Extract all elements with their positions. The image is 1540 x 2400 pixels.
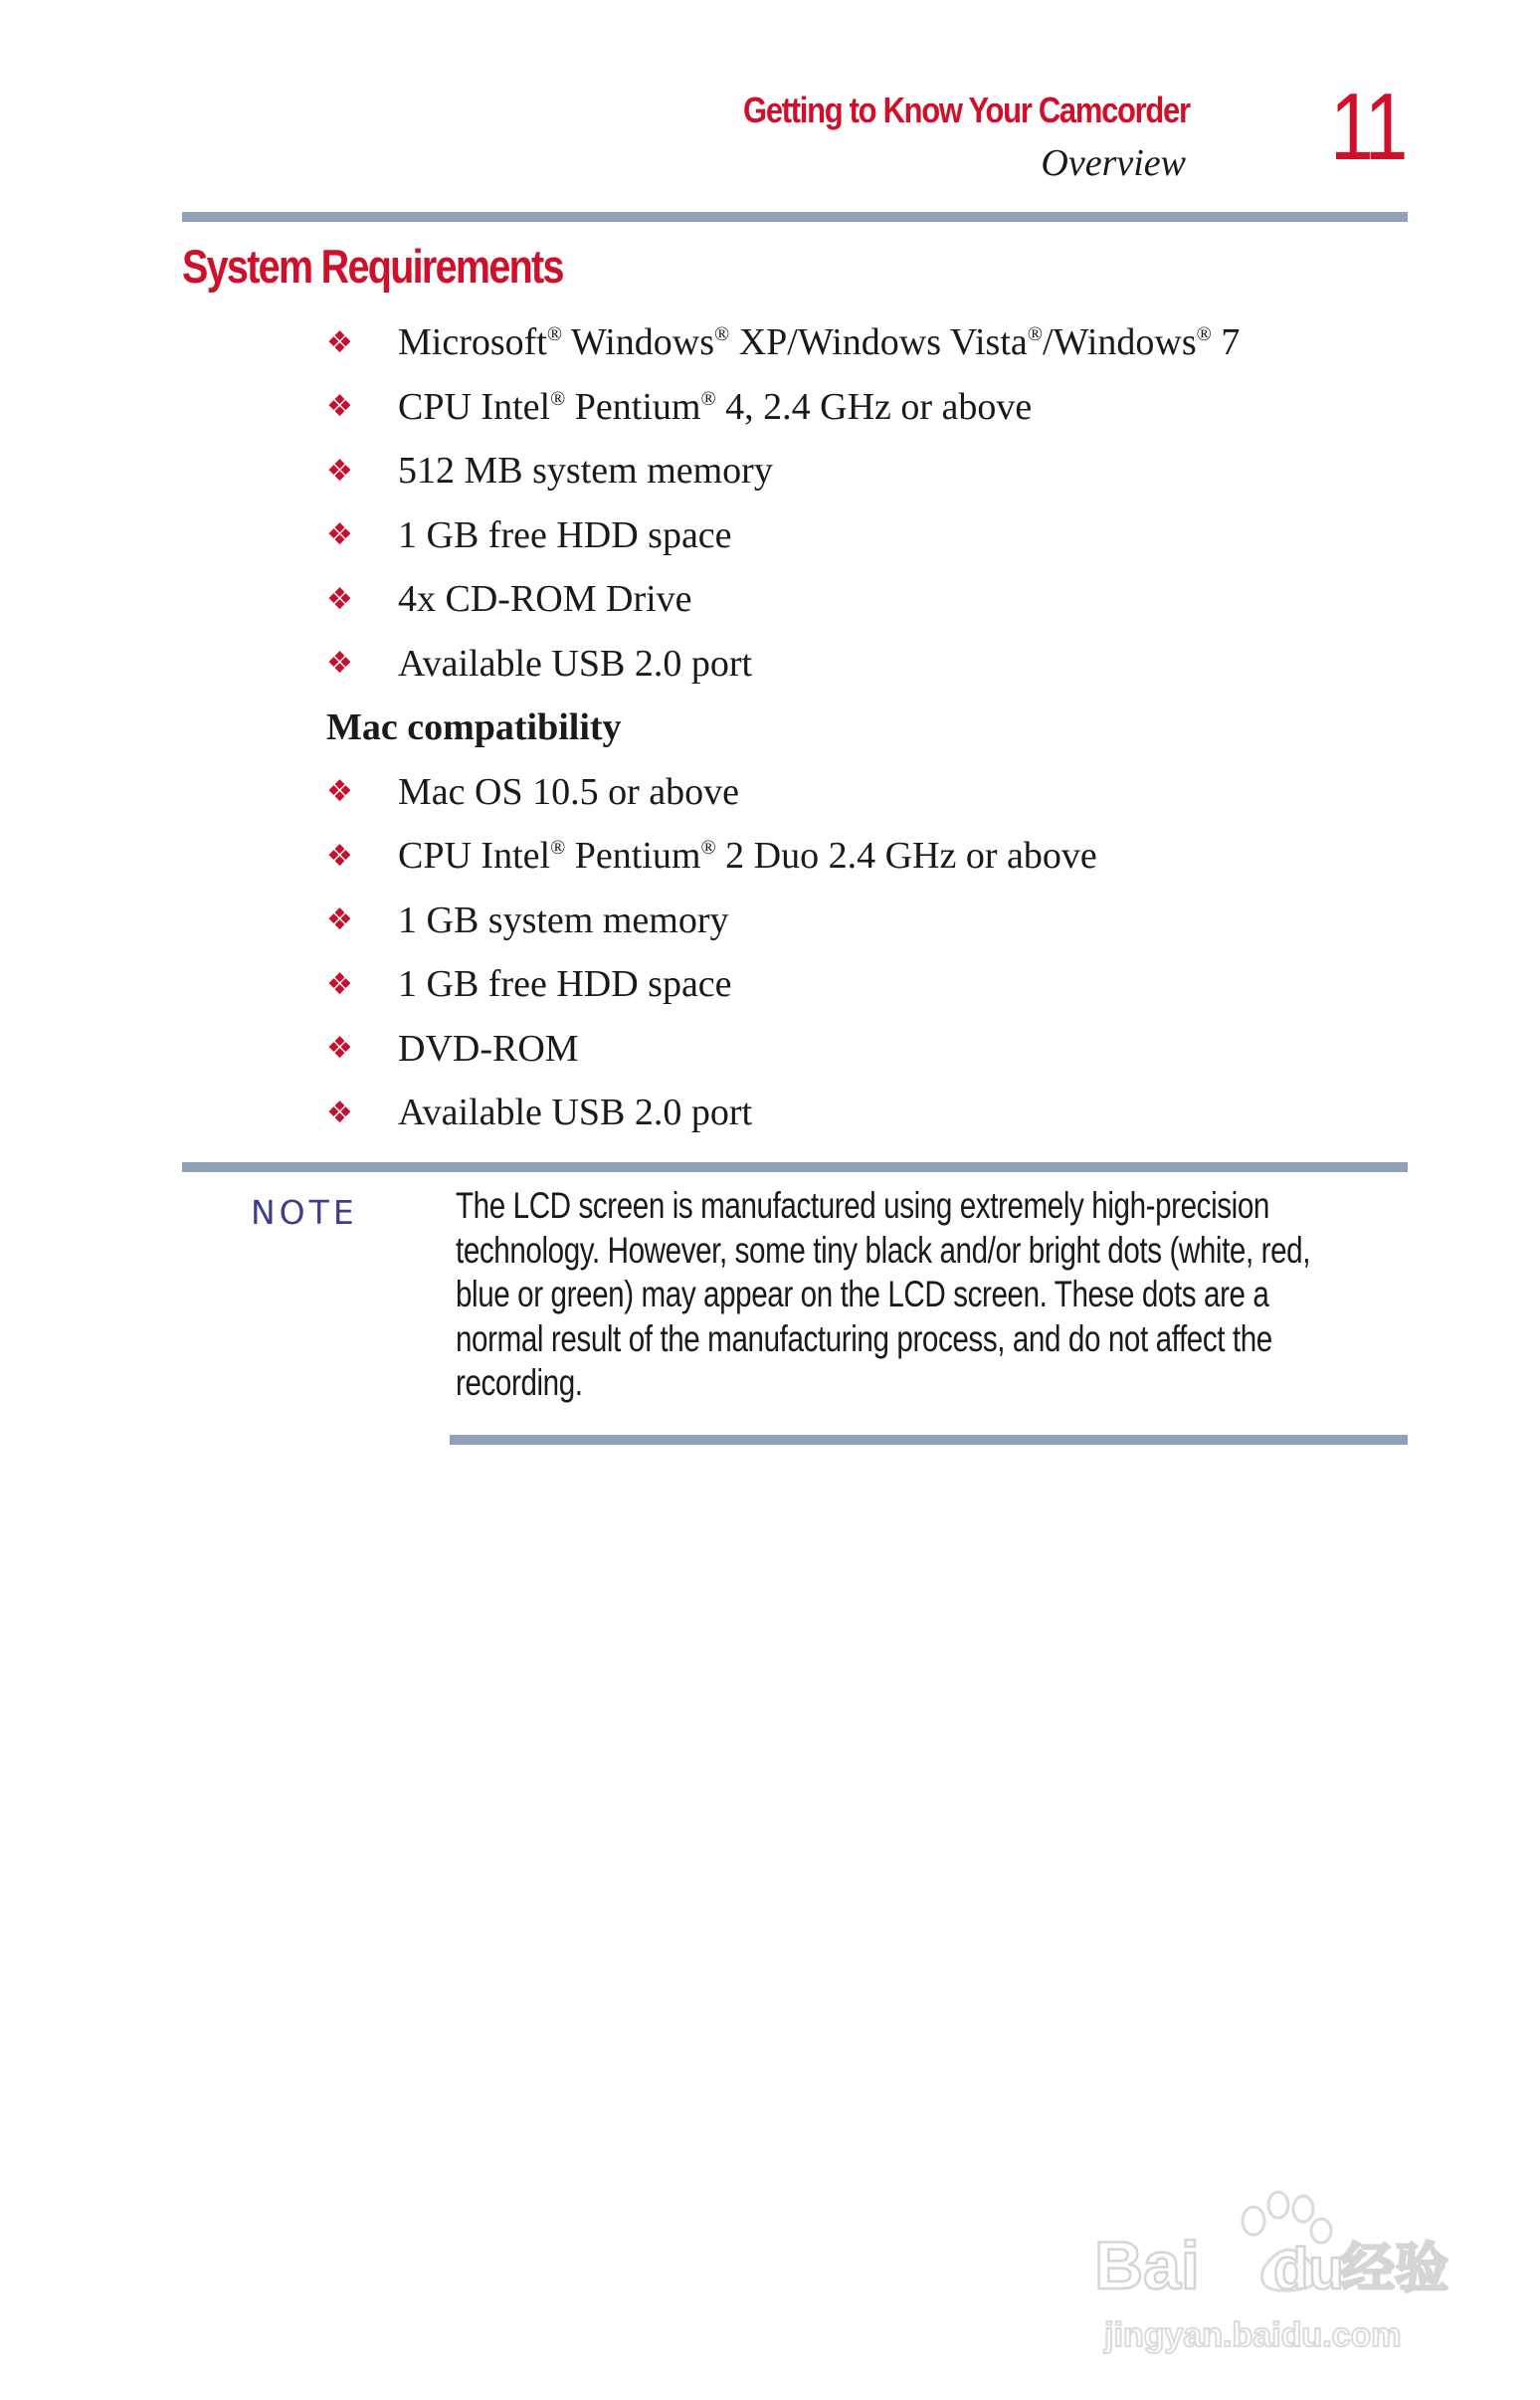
list-item bbox=[326, 310, 1240, 375]
list-item-text: 1 GB free HDD space bbox=[398, 963, 732, 1006]
note-line: recording. bbox=[456, 1362, 583, 1403]
top-divider bbox=[182, 212, 1408, 222]
list-item bbox=[326, 375, 1240, 440]
list-item-text: DVD-ROM bbox=[398, 1027, 579, 1070]
list-item bbox=[326, 503, 1240, 568]
diamond-bullet-icon: ❖ bbox=[326, 774, 353, 810]
list-item bbox=[326, 567, 1240, 632]
list-item bbox=[326, 952, 1240, 1017]
list-item-text: 4x CD-ROM Drive bbox=[398, 578, 692, 621]
diamond-bullet-icon: ❖ bbox=[326, 517, 353, 553]
list-item-text: Available USB 2.0 port bbox=[398, 642, 753, 685]
watermark-url: jingyan.baidu.com bbox=[1104, 2316, 1402, 2354]
list-item-text: Available USB 2.0 port bbox=[398, 1092, 753, 1134]
chapter-title: Getting to Know Your Camcorder bbox=[743, 90, 1190, 130]
section-subtitle: Overview bbox=[1041, 142, 1186, 184]
list-item bbox=[326, 824, 1240, 889]
list-item-text: 1 GB system memory bbox=[398, 899, 729, 941]
note-line: technology. However, some tiny black and/or bright dots (white, red, bbox=[456, 1229, 1311, 1271]
diamond-bullet-icon: ❖ bbox=[326, 324, 353, 360]
note-top-divider bbox=[182, 1162, 1408, 1172]
note-label: NOTE bbox=[251, 1193, 358, 1232]
diamond-bullet-icon: ❖ bbox=[326, 1031, 353, 1067]
watermark-brand2: du bbox=[1273, 2237, 1344, 2301]
list-item-text: 512 MB system memory bbox=[398, 450, 773, 493]
list-item-text: Mac OS 10.5 or above bbox=[398, 770, 739, 813]
diamond-bullet-icon: ❖ bbox=[326, 966, 353, 1002]
list-item-text: CPU Intel® Pentium® 2 Duo 2.4 GHz or above bbox=[398, 835, 1097, 878]
requirements-list bbox=[326, 310, 1240, 1145]
diamond-bullet-icon: ❖ bbox=[326, 838, 353, 874]
list-item-text: Microsoft® Windows® XP/Windows Vista®/Windows® 7 bbox=[398, 321, 1241, 364]
diamond-bullet-icon: ❖ bbox=[326, 646, 353, 682]
list-item bbox=[326, 889, 1240, 953]
watermark-brand: Bai bbox=[1094, 2228, 1200, 2303]
diamond-bullet-icon: ❖ bbox=[326, 453, 353, 489]
note-line: blue or green) may appear on the LCD screen. These dots are a bbox=[456, 1274, 1269, 1314]
note-bottom-divider bbox=[450, 1435, 1408, 1445]
baidu-watermark-icon bbox=[1094, 2169, 1472, 2368]
diamond-bullet-icon: ❖ bbox=[326, 1095, 353, 1130]
list-item bbox=[326, 632, 1240, 697]
page-number: 11 bbox=[1330, 74, 1406, 180]
section-title: System Requirements bbox=[182, 240, 563, 293]
diamond-bullet-icon: ❖ bbox=[326, 581, 353, 617]
diamond-bullet-icon: ❖ bbox=[326, 389, 353, 425]
note-line: normal result of the manufacturing process, and do not affect the bbox=[456, 1317, 1272, 1359]
diamond-bullet-icon: ❖ bbox=[326, 902, 353, 938]
mac-compatibility-heading: Mac compatibility bbox=[326, 706, 622, 749]
note-line: The LCD screen is manufactured using extremely high-precision bbox=[456, 1185, 1269, 1226]
list-item bbox=[326, 760, 1240, 825]
list-item bbox=[326, 439, 1240, 503]
list-item-text: CPU Intel® Pentium® 4, 2.4 GHz or above bbox=[398, 385, 1033, 428]
note-body bbox=[456, 1184, 1411, 1406]
watermark-cjk: 经验 bbox=[1341, 2239, 1448, 2299]
list-item bbox=[326, 1081, 1240, 1145]
list-item bbox=[326, 1017, 1240, 1082]
list-item-text: 1 GB free HDD space bbox=[398, 513, 732, 556]
